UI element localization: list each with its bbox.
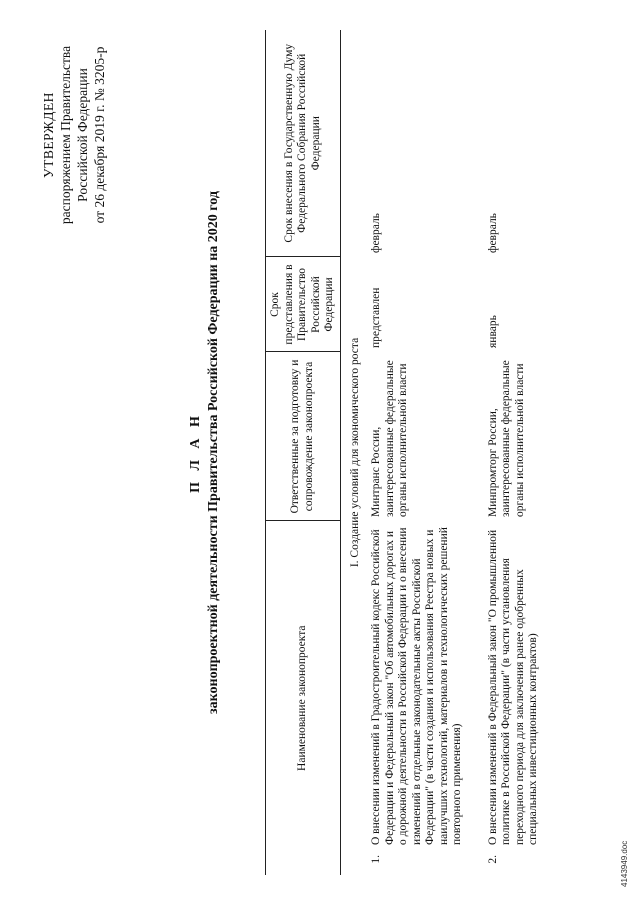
table-row	[485, 30, 561, 875]
table-row	[368, 30, 485, 875]
bill-name: О внесении изменений в Федеральный закон "О промышленной политике в Российской Федерации" (в части установления переходного периода для заключения ранее одобренных специальных инвестиционных контрактов)	[486, 529, 539, 845]
plan-subtitle: законопроектной деятельности Правительства Российской Федерации на 2020 год	[206, 191, 221, 714]
header-responsible: Ответственные за подготовку и сопровождение законопроекта	[266, 352, 341, 521]
approval-issuer-country: Российской Федерации	[75, 68, 90, 202]
row-number: 1.	[370, 855, 382, 864]
table-header-row	[266, 30, 341, 875]
header-duma-deadline: Срок внесения в Государственную Думу Федерального Собрания Российской Федерации	[266, 30, 341, 257]
gov-deadline: январь	[486, 315, 499, 348]
document-file-code: 4143949.doc	[620, 840, 629, 887]
header-gov-deadline: Срок представления в Правительство Российской Федерации	[266, 257, 341, 352]
plan-title: П Л А Н	[188, 412, 203, 493]
approval-date-number: от 26 декабря 2019 г. № 3205-р	[92, 46, 107, 224]
approval-stamp	[40, 20, 108, 250]
section-heading: I. Создание условий для экономического роста	[348, 337, 361, 568]
duma-deadline: февраль	[486, 213, 499, 253]
gov-deadline: представлен	[370, 287, 382, 348]
bill-name: О внесении изменений в Градостроительный кодекс Российской Федерации и Федеральный закон "Об автомобильных дорогах и о дорожной деятельности в Российской Федерации и о внесении изменений в отдельные законодательные акты Российской Федерации" (в части создания и использования Реестра новых и наилучших технологий, материалов и технологических решений повторного применения)	[370, 527, 463, 845]
plan-table	[265, 30, 561, 875]
responsible-bodies: Минпромторг России, заинтересованные федеральные органы исполнительной власти	[486, 360, 526, 517]
row-number: 2.	[486, 855, 499, 864]
approval-heading: УТВЕРЖДЕН	[41, 92, 56, 178]
section-row	[340, 30, 368, 875]
responsible-bodies: Минтранс России, заинтересованные федеральные органы исполнительной власти	[370, 360, 409, 517]
duma-deadline: февраль	[370, 213, 382, 253]
approval-issuer: распоряжением Правительства	[58, 45, 73, 225]
header-bill-name: Наименование законопроекта	[266, 521, 341, 875]
